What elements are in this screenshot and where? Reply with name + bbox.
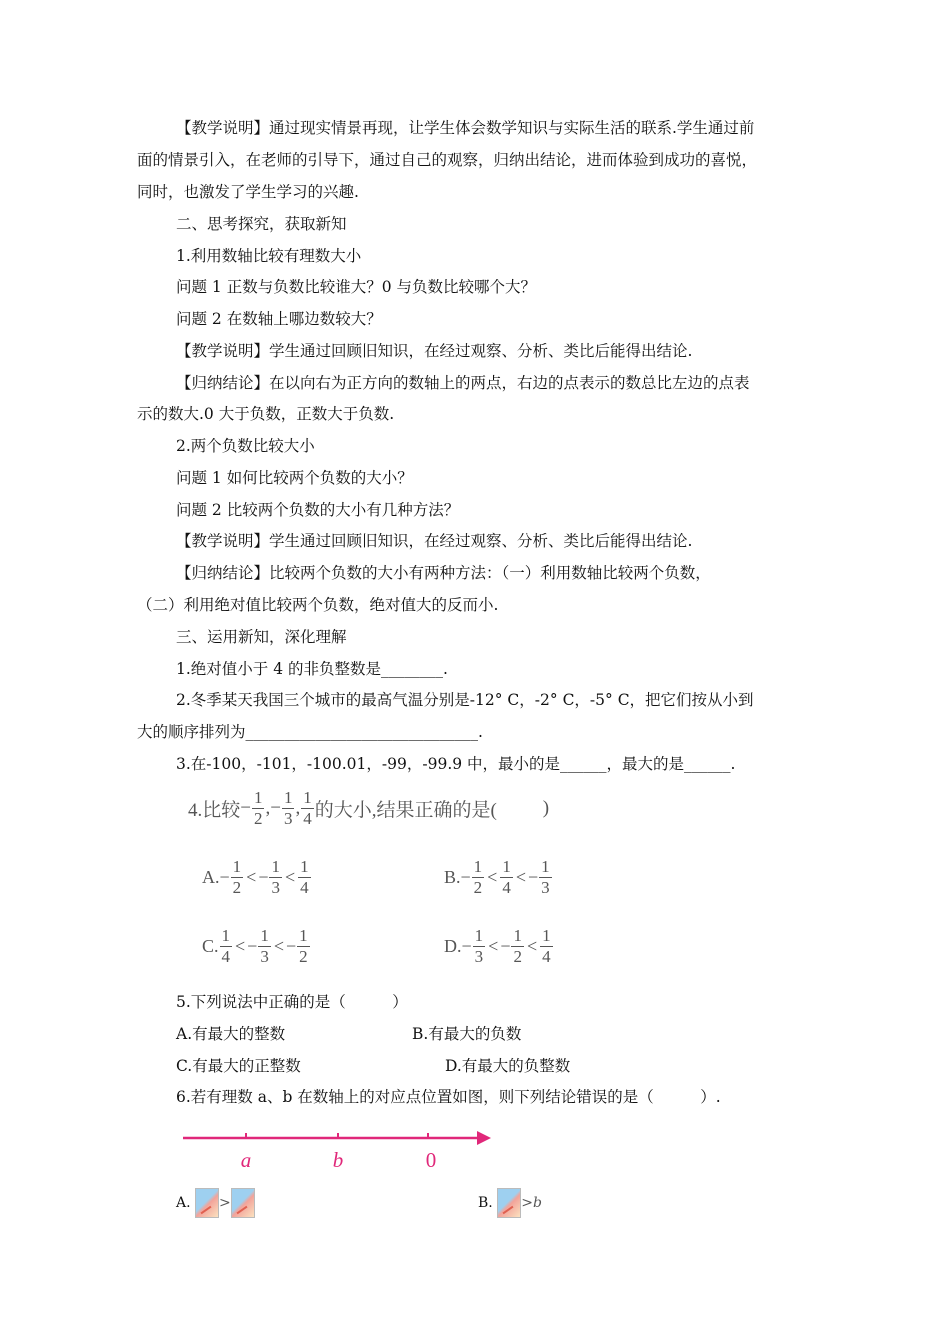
exercise-5-option-d: D.有最大的负整数 <box>445 1057 571 1075</box>
section-heading-3: 三、运用新知，深化理解 <box>176 628 347 646</box>
question-2: 问题 2 在数轴上哪边数较大？ <box>176 310 382 328</box>
exercise-5-option-b: B.有最大的负数 <box>412 1025 522 1043</box>
label-zero: 0 <box>425 1148 437 1172</box>
fraction-one-half <box>472 857 485 898</box>
greater-than: > <box>219 1195 231 1211</box>
fraction-one-third <box>539 857 552 898</box>
numerator: 1 <box>473 857 483 876</box>
fraction-one-half <box>297 926 310 967</box>
exercise-6-option-a <box>176 1188 255 1218</box>
denominator: 3 <box>474 947 484 966</box>
fraction-one-quarter <box>298 857 311 898</box>
comma: , <box>295 797 301 819</box>
numerator: 1 <box>300 857 309 876</box>
denominator: 4 <box>303 809 312 828</box>
exercise-2-line2: 大的顺序排列为______________________________. <box>137 723 483 741</box>
fraction-one-half <box>231 857 244 898</box>
label-a: a <box>240 1148 252 1172</box>
missing-image-icon <box>195 1188 219 1218</box>
teaching-note-line1: 【教学说明】通过现实情景再现，让学生体会数学知识与实际生活的联系.学生通过前 <box>176 119 755 137</box>
minus-sign: − <box>460 867 471 887</box>
denominator: 4 <box>502 878 511 897</box>
fraction-one-third <box>258 926 271 967</box>
fraction-one-quarter <box>301 788 314 829</box>
exercise-4-suffix: 的大小,结果正确的是( <box>314 800 497 821</box>
numerator: 1 <box>232 857 242 876</box>
fraction-one-quarter <box>220 926 233 967</box>
conclusion-1-line1: 【归纳结论】在以向右为正方向的数轴上的两点，右边的点表示的数总比左边的点表 <box>176 374 750 392</box>
number-line-figure <box>175 1125 505 1177</box>
option-label: A. <box>202 867 220 887</box>
fraction-one-quarter <box>540 926 553 967</box>
fraction-one-third <box>473 926 486 967</box>
denominator: 4 <box>300 878 309 897</box>
numerator: 1 <box>253 788 263 807</box>
minus-sign: − <box>240 797 251 819</box>
exercise-4-option-d <box>444 926 554 967</box>
exercise-4-question <box>188 788 549 838</box>
less-than: < <box>235 936 246 956</box>
minus-sign: − <box>258 867 269 887</box>
denominator: 3 <box>541 878 550 897</box>
minus-sign: − <box>461 936 472 956</box>
option-label: B. <box>478 1195 493 1211</box>
exercise-1: 1.绝对值小于 4 的非负整数是________. <box>176 660 448 678</box>
fraction-one-quarter <box>500 857 513 898</box>
exercise-6: 6.若有理数 a、b 在数轴上的对应点位置如图，则下列结论错误的是（ ）. <box>176 1088 721 1106</box>
denominator: 3 <box>283 809 293 828</box>
minus-sign: − <box>527 867 539 887</box>
minus-sign: − <box>500 936 511 956</box>
denominator: 2 <box>299 947 308 966</box>
question-4: 问题 2 比较两个负数的大小有几种方法？ <box>176 501 460 519</box>
exercise-2-line1: 2.冬季某天我国三个城市的最高气温分别是-12° C，-2° C，-5° C，把它们按从小到 <box>176 691 754 709</box>
numerator: 1 <box>541 857 550 876</box>
label-b: b <box>332 1148 344 1172</box>
teaching-note-3: 【教学说明】学生通过回顾旧知识，在经过观察、分析、类比后能得出结论. <box>176 532 693 550</box>
less-than: < <box>526 936 538 956</box>
minus-sign: − <box>285 936 297 956</box>
exercise-5-option-a: A.有最大的整数 <box>176 1025 286 1043</box>
arrow-right-icon <box>477 1131 491 1145</box>
conclusion-2-line1: 【归纳结论】比较两个负数的大小有两种方法：（一）利用数轴比较两个负数， <box>176 564 711 582</box>
exercise-4-option-a <box>202 857 312 898</box>
minus-sign: − <box>270 797 281 819</box>
option-label: D. <box>444 936 462 956</box>
missing-image-icon <box>497 1188 521 1218</box>
exercise-4-option-c <box>202 926 311 967</box>
denominator: 4 <box>221 947 231 966</box>
close-paren: ) <box>542 797 550 819</box>
conclusion-2-line2: （二）利用绝对值比较两个负数，绝对值大的反而小. <box>137 596 499 614</box>
conclusion-1-line2: 示的数大.0 大于负数，正数大于负数. <box>137 405 395 423</box>
fraction-one-third <box>269 857 282 898</box>
numerator: 1 <box>283 788 293 807</box>
less-than: < <box>515 867 526 887</box>
less-than: < <box>284 867 296 887</box>
subheading-2: 2.两个负数比较大小 <box>176 437 315 455</box>
numerator: 1 <box>513 926 522 945</box>
minus-sign: − <box>247 936 258 956</box>
question-3: 问题 1 如何比较两个负数的大小？ <box>176 469 413 487</box>
less-than: < <box>273 936 284 956</box>
denominator: 4 <box>542 947 551 966</box>
greater-than: > <box>521 1195 533 1211</box>
comma: , <box>265 797 271 819</box>
less-than: < <box>488 936 499 956</box>
denominator: 3 <box>260 947 269 966</box>
exercise-3: 3.在-100，-101，-100.01，-99，-99.9 中，最小的是______，最大的是______. <box>176 755 736 773</box>
exercise-4-option-b <box>444 857 553 898</box>
numerator: 1 <box>474 926 484 945</box>
denominator: 3 <box>271 878 280 897</box>
numerator: 1 <box>502 857 511 876</box>
fraction-one-half <box>511 926 524 967</box>
section-heading-2: 二、思考探究，获取新知 <box>176 215 347 233</box>
option-label: B. <box>444 867 461 887</box>
teaching-note-line3: 同时，也激发了学生学习的兴趣. <box>137 183 359 201</box>
missing-image-icon <box>231 1188 255 1218</box>
exercise-4-prefix: 4.比较 <box>188 800 241 821</box>
variable-b: b <box>532 1195 542 1211</box>
less-than: < <box>487 867 498 887</box>
exercise-5-option-c: C.有最大的正整数 <box>176 1057 301 1075</box>
numerator: 1 <box>303 788 312 807</box>
teaching-note-line2: 面的情景引入，在老师的引导下，通过自己的观察，归纳出结论，进而体验到成功的喜悦， <box>137 151 758 169</box>
denominator: 2 <box>253 809 263 828</box>
denominator: 2 <box>513 947 522 966</box>
numerator: 1 <box>542 926 551 945</box>
subheading-1: 1.利用数轴比较有理数大小 <box>176 247 362 265</box>
minus-sign: − <box>219 867 230 887</box>
option-label: A. <box>176 1195 191 1211</box>
option-label: C. <box>202 936 219 956</box>
denominator: 2 <box>232 878 242 897</box>
numerator: 1 <box>271 857 280 876</box>
denominator: 2 <box>473 878 483 897</box>
question-1: 问题 1 正数与负数比较谁大？0 与负数比较哪个大？ <box>176 278 537 296</box>
exercise-6-option-b <box>478 1188 542 1218</box>
numerator: 1 <box>299 926 308 945</box>
fraction-one-third <box>282 788 295 829</box>
exercise-5: 5.下列说法中正确的是（ ） <box>176 993 408 1011</box>
numerator: 1 <box>260 926 269 945</box>
less-than: < <box>246 867 257 887</box>
fraction-one-half <box>252 788 265 829</box>
teaching-note-2: 【教学说明】学生通过回顾旧知识，在经过观察、分析、类比后能得出结论. <box>176 342 693 360</box>
numerator: 1 <box>221 926 231 945</box>
